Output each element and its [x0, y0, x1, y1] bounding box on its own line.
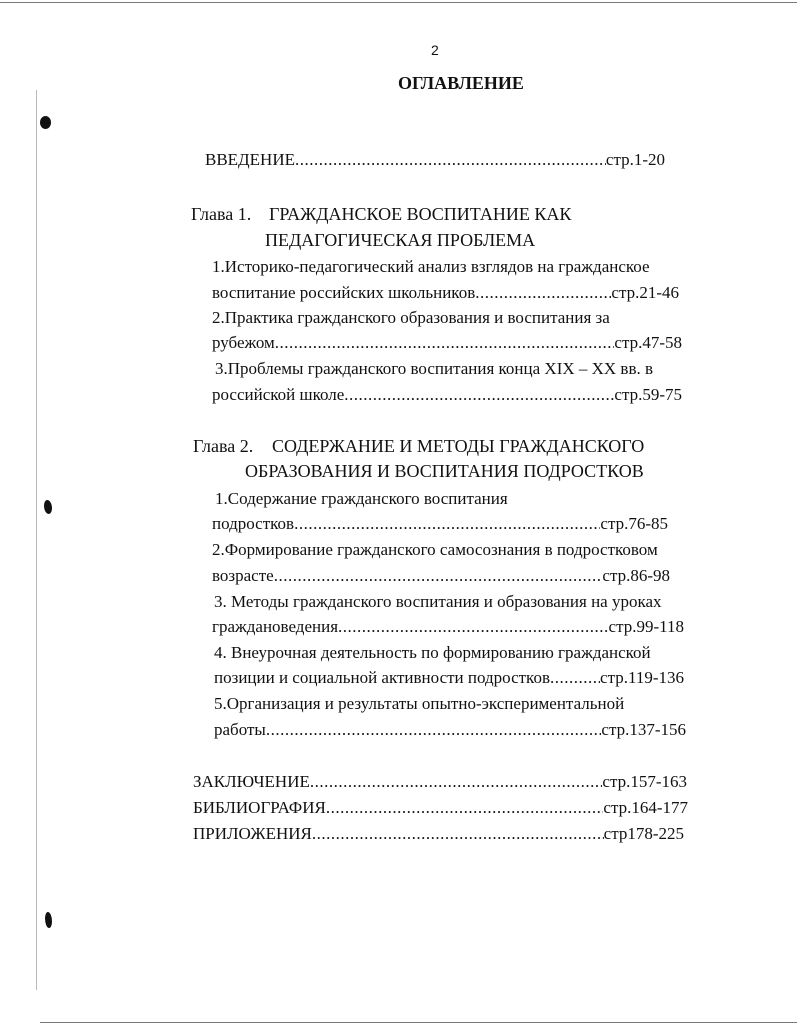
chapter2-section1-row: [212, 514, 668, 534]
toc-appendices-label: ПРИЛОЖЕНИЯ: [193, 824, 312, 843]
chapter2-section5-page: стр.137-156: [601, 720, 686, 739]
dot-leader: [475, 283, 611, 303]
chapter2-section1-line1: 1.Содержание гражданского воспитания: [215, 489, 508, 508]
scan-border-left: [36, 90, 37, 990]
toc-bibliography-page: стр.164-177: [603, 798, 688, 817]
chapter1-label: Глава 1.: [191, 204, 252, 224]
toc-conclusion: [193, 772, 687, 792]
chapter1-section3-page: стр.59-75: [614, 385, 682, 404]
chapter2-section3-line1: 3. Методы гражданского воспитания и образования на уроках: [214, 592, 662, 611]
chapter2-section3-line2: граждановедения: [212, 617, 339, 636]
chapter2-section2-row: [212, 566, 670, 586]
chapter2-section2-line1: 2.Формирование гражданского самосознания в подростковом: [212, 540, 658, 559]
chapter2-section1-page: стр.76-85: [600, 514, 668, 533]
toc-bibliography: [193, 798, 688, 818]
chapter1-section3-row: [212, 385, 682, 405]
dot-leader: [275, 333, 615, 353]
chapter1-section1-page: стр.21-46: [611, 283, 679, 302]
dot-leader: [312, 824, 604, 844]
chapter1-title-line2: ПЕДАГОГИЧЕСКАЯ ПРОБЛЕМА: [265, 230, 536, 250]
toc-intro-page: стр.1-20: [605, 150, 665, 169]
chapter2-section5-row: [214, 720, 686, 740]
chapter2-section3-page: стр.99-118: [608, 617, 684, 636]
chapter1-section2-row: [212, 333, 682, 353]
chapter2-section4-line2: позиции и социальной активности подростков: [214, 668, 550, 687]
chapter2-section5-line1: 5.Организация и результаты опытно-экспериментальной: [214, 694, 625, 713]
chapter2-section4-line1: 4. Внеурочная деятельность по формированию гражданской: [214, 643, 651, 662]
toc-bibliography-label: БИБЛИОГРАФИЯ: [193, 798, 326, 817]
chapter2-section2-line2: возрасте: [212, 566, 274, 585]
dot-leader: [344, 385, 614, 405]
dot-leader: [310, 772, 603, 792]
chapter2-section5-line2: работы: [214, 720, 266, 739]
toc-appendices-page: стр178-225: [603, 824, 684, 843]
chapter1-section2-page: стр.47-58: [614, 333, 682, 352]
chapter1-section1-line1: 1.Историко-педагогический анализ взглядов на гражданское: [212, 257, 650, 276]
dot-leader: [550, 668, 600, 688]
chapter2-section2-page: стр.86-98: [602, 566, 670, 585]
scan-border-bottom: [40, 1022, 797, 1023]
chapter2-title-line1: СОДЕРЖАНИЕ И МЕТОДЫ ГРАЖДАНСКОГО: [272, 436, 645, 456]
punch-hole-mark: [44, 500, 52, 514]
scan-border-top: [0, 2, 797, 3]
chapter2-title-line2: ОБРАЗОВАНИЯ И ВОСПИТАНИЯ ПОДРОСТКОВ: [245, 461, 644, 481]
punch-hole-mark: [45, 912, 52, 928]
toc-appendices: [193, 824, 684, 844]
chapter1-section3-line2: российской школе: [212, 385, 345, 404]
punch-hole-mark: [40, 116, 51, 129]
toc-intro: [205, 150, 665, 170]
dot-leader: [295, 150, 606, 170]
chapter1-section2-line1: 2.Практика гражданского образования и воспитания за: [212, 308, 610, 327]
chapter2-section4-row: [214, 668, 684, 688]
dot-leader: [326, 798, 604, 818]
dot-leader: [338, 617, 609, 637]
dot-leader: [274, 566, 603, 586]
page-title: ОГЛАВЛЕНИЕ: [398, 73, 524, 93]
chapter1-section3-line1: 3.Проблемы гражданского воспитания конца XIX – XX вв. в: [215, 359, 654, 378]
toc-conclusion-label: ЗАКЛЮЧЕНИЕ: [193, 772, 310, 791]
chapter2-section1-line2: подростков: [212, 514, 295, 533]
page-number: 2: [431, 42, 439, 58]
dot-leader: [294, 514, 600, 534]
chapter1-section2-line2: рубежом: [212, 333, 275, 352]
chapter1-section1-line2: воспитание российских школьников: [212, 283, 476, 302]
toc-intro-label: ВВЕДЕНИЕ: [205, 150, 295, 169]
dot-leader: [266, 720, 602, 740]
chapter2-label: Глава 2.: [193, 436, 254, 456]
toc-conclusion-page: стр.157-163: [602, 772, 687, 791]
chapter1-section1-row: [212, 283, 679, 303]
chapter2-section4-page: стр.119-136: [600, 668, 684, 687]
chapter1-title-line1: ГРАЖДАНСКОЕ ВОСПИТАНИЕ КАК: [269, 204, 572, 224]
chapter2-section3-row: [212, 617, 684, 637]
